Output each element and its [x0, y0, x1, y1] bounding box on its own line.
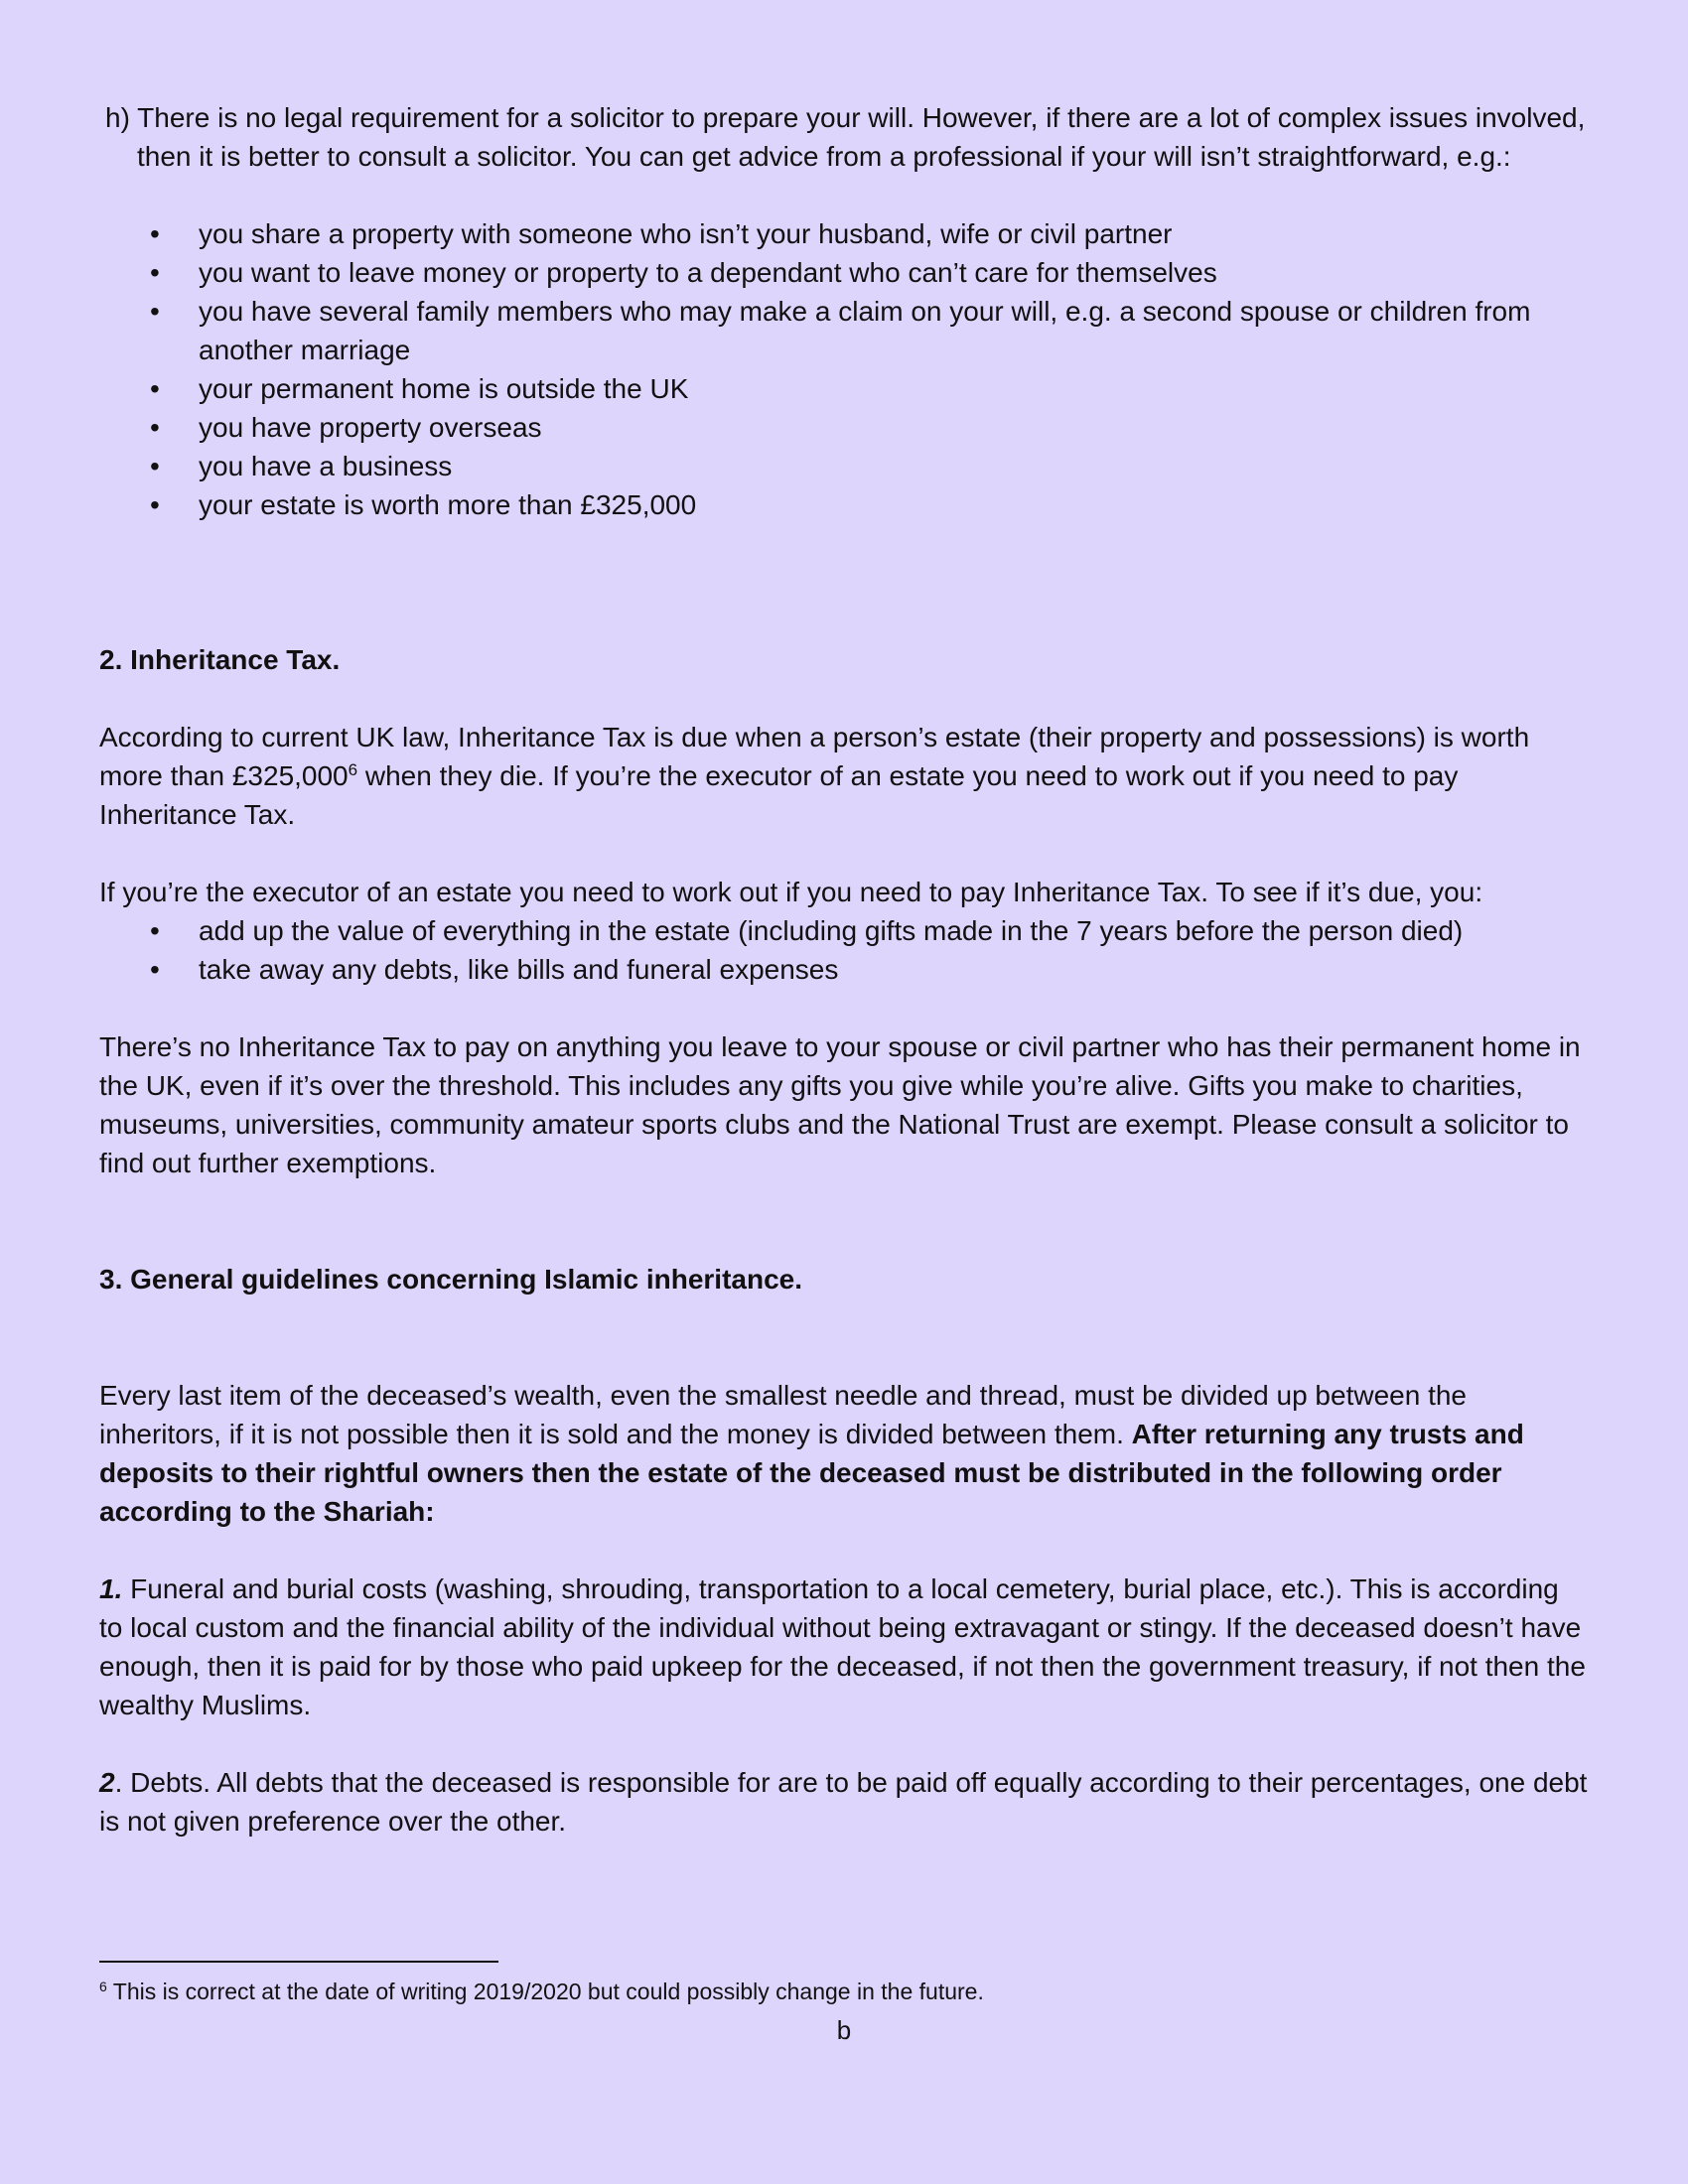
- section-2-paragraph-2: If you’re the executor of an estate you need to work out if you need to pay Inheritance Tax. To see if it’s due, you:: [99, 877, 1483, 907]
- bullet-icon: •: [150, 954, 160, 985]
- footnote-separator: [99, 1961, 498, 1963]
- list-item: • you have several family members who may make a claim on your will, e.g. a second spouse or children from another marriage: [99, 292, 1589, 369]
- section-h-bullet-list: [99, 214, 1589, 524]
- section-3-heading: 3. General guidelines concerning Islamic inheritance.: [99, 1264, 803, 1295]
- list-item: • your estate is worth more than £325,000: [99, 485, 1589, 524]
- section-2-bullet-list: [99, 911, 1589, 989]
- bullet-icon: •: [150, 412, 160, 443]
- section-3-item-1: 1. Funeral and burial costs (washing, shrouding, transportation to a local cemetery, burial place, etc.). This is according to local custom and the financial ability of the individual without being extravagant or stingy. If the deceased doesn’t have enough, then it is paid for by those who paid upkeep for the deceased, if not then the government treasury, if not then the wealthy Muslims.: [99, 1573, 1586, 1720]
- bullet-icon: •: [150, 373, 160, 404]
- bullet-icon: •: [150, 296, 160, 327]
- footnote-reference: 6: [348, 760, 358, 779]
- page-number: b: [836, 2015, 852, 2045]
- list-item: • you want to leave money or property to a dependant who can’t care for themselves: [99, 253, 1589, 292]
- bullet-icon: •: [150, 451, 160, 481]
- footnote: $^6$ This is correct at the date of writing 2019/2020 but could possibly change in the future.: [99, 1979, 984, 2004]
- footnote-marker: 6: [99, 1979, 107, 1994]
- list-item: • you have property overseas: [99, 408, 1589, 447]
- list-item: • take away any debts, like bills and funeral expenses: [99, 950, 1589, 989]
- list-item: • you share a property with someone who isn’t your husband, wife or civil partner: [99, 214, 1589, 253]
- section-3-item-2: 2. Debts. All debts that the deceased is responsible for are to be paid off equally according to their percentages, one debt is not given preference over the other.: [99, 1767, 1588, 1837]
- section-2-heading: 2. Inheritance Tax.: [99, 644, 341, 675]
- section-3-paragraph-1: Every last item of the deceased’s wealth, even the smallest needle and thread, must be divided up between the inheritors, if it is not possible then it is sold and the money is divided between them. After returning any trusts and deposits to their rightful owners then the estate of the deceased must be distributed in the following order according to the Shariah:: [99, 1380, 1524, 1527]
- bullet-icon: •: [150, 489, 160, 520]
- list-item: • you have a business: [99, 447, 1589, 485]
- list-item: • your permanent home is outside the UK: [99, 369, 1589, 408]
- section-h-paragraph: h) There is no legal requirement for a solicitor to prepare your will. However, if there are a lot of complex issues involved, then it is better to consult a solicitor. You can get advice from a professional if your will isn’t straightforward, e.g.:: [105, 102, 1586, 172]
- bullet-icon: •: [150, 915, 160, 946]
- bullet-icon: •: [150, 218, 160, 249]
- list-item: • add up the value of everything in the estate (including gifts made in the 7 years before the person died): [99, 911, 1589, 950]
- section-2-paragraph-3: There’s no Inheritance Tax to pay on anything you leave to your spouse or civil partner who has their permanent home in the UK, even if it’s over the threshold. This includes any gifts you give while you’re alive. Gifts you make to charities, museums, universities, community amateur sports clubs and the National Trust are exempt. Please consult a solicitor to find out further exemptions.: [99, 1031, 1581, 1178]
- bullet-icon: •: [150, 257, 160, 288]
- section-2-paragraph-1: According to current UK law, Inheritance Tax is due when a person’s estate (their property and possessions) is worth more than £325,000$^6$ when they die. If you’re the executor of an estate you need to work out if you need to pay Inheritance Tax.: [99, 722, 1530, 830]
